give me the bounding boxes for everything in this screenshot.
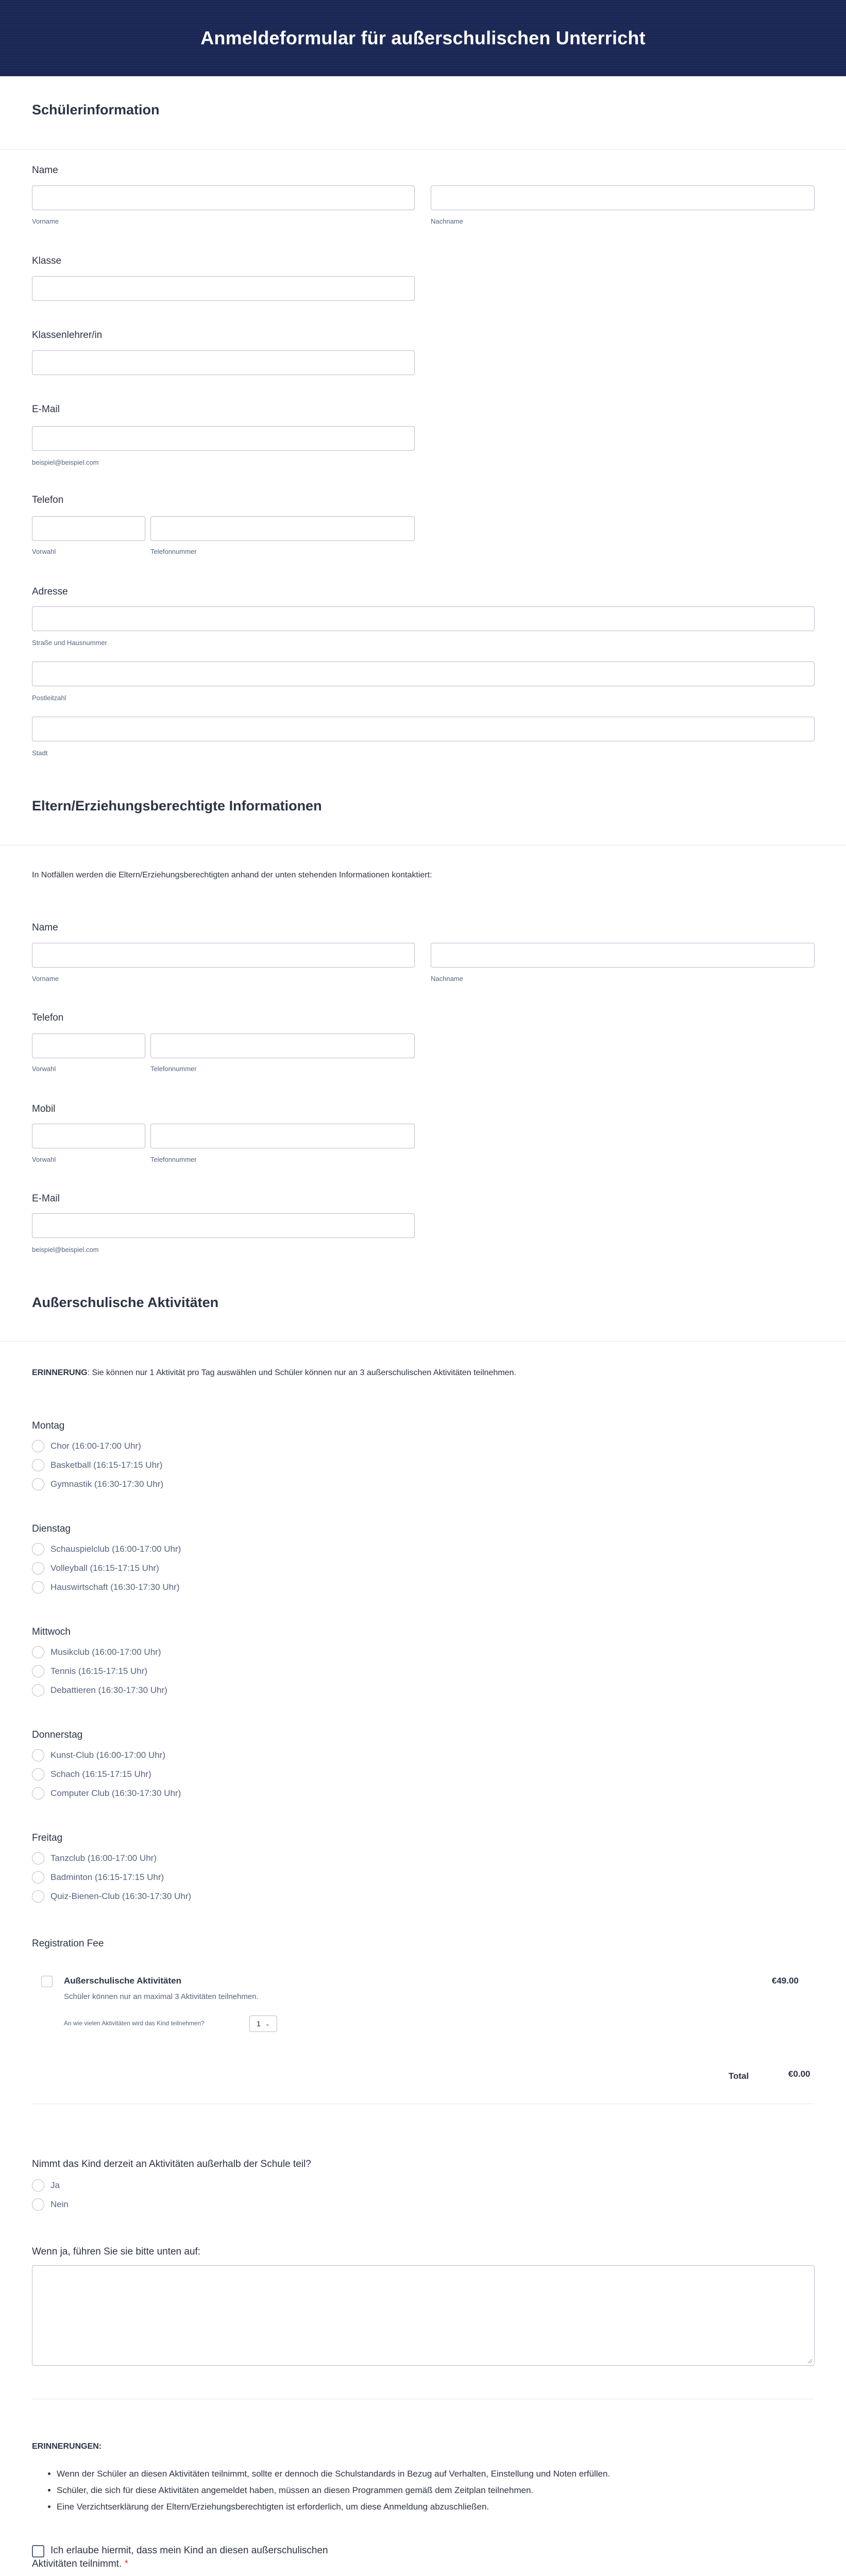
- parent-phone-area-input[interactable]: [32, 1033, 145, 1058]
- radio-freitag-3[interactable]: [32, 1890, 44, 1903]
- parent-mobile-number-input[interactable]: [150, 1124, 415, 1148]
- radio-donnerstag-1[interactable]: [32, 1749, 44, 1761]
- consent-checkbox[interactable]: [32, 2545, 44, 2557]
- consent-line-2: Aktivitäten teilnimmt.: [32, 2558, 122, 2569]
- radio-dienstag-2[interactable]: [32, 1562, 44, 1574]
- class-label: Klasse: [32, 256, 62, 266]
- day-label-freitag: Freitag: [32, 1833, 63, 1843]
- product-name: Außerschulische Aktivitäten: [64, 1976, 181, 1986]
- parent-last-name-input[interactable]: [431, 943, 815, 968]
- student-email-sublabel: beispiel@beispiel.com: [32, 459, 99, 466]
- radio-montag-2[interactable]: [32, 1459, 44, 1471]
- radio-freitag-1[interactable]: [32, 1852, 44, 1865]
- teacher-label: Klassenlehrer/in: [32, 330, 103, 341]
- teacher-input[interactable]: [32, 350, 415, 375]
- reminders-title: ERINNERUNGEN:: [32, 2442, 102, 2451]
- parent-last-name-sublabel: Nachname: [431, 975, 463, 982]
- quantity-value: 1: [256, 2019, 261, 2028]
- parent-section-title: Eltern/Erziehungsberechtigte Informationen: [32, 798, 322, 814]
- parent-phone-label: Telefon: [32, 1012, 64, 1023]
- option-freitag-3[interactable]: Quiz-Bienen-Club (16:30-17:30 Uhr): [50, 1891, 192, 1901]
- reminder-item: • Eine Verzichtserklärung der Eltern/Erziehungsberechtigten ist erforderlich, um diese Anmeldung abzuschließen.: [57, 2499, 610, 2515]
- option-dienstag-3[interactable]: Hauswirtschaft (16:30-17:30 Uhr): [50, 1582, 180, 1592]
- option-donnerstag-1[interactable]: Kunst-Club (16:00-17:00 Uhr): [50, 1750, 166, 1760]
- reminders-list: [57, 2466, 610, 2515]
- quantity-question: An wie vielen Aktivitäten wird das Kind teilnehmen?: [64, 2020, 205, 2027]
- reminder-item: • Wenn der Schüler an diesen Aktivitäten teilnimmt, sollte er dennoch die Schulstandards in Bezug auf Verhalten, Einstellung und Noten erfüllen.: [57, 2466, 610, 2482]
- radio-montag-1[interactable]: [32, 1440, 44, 1452]
- day-label-dienstag: Dienstag: [32, 1523, 71, 1534]
- zip-input[interactable]: [32, 662, 815, 686]
- parent-first-name-input[interactable]: [32, 943, 415, 968]
- outside-list-label: Wenn ja, führen Sie sie bitte unten auf:: [32, 2246, 201, 2257]
- radio-ja[interactable]: [32, 2179, 44, 2192]
- street-sublabel: Straße und Hausnummer: [32, 639, 107, 647]
- student-email-input[interactable]: [32, 426, 415, 451]
- parent-phone-area-sublabel: Vorwahl: [32, 1065, 56, 1073]
- option-dienstag-1[interactable]: Schauspielclub (16:00-17:00 Uhr): [50, 1544, 181, 1554]
- radio-mittwoch-1[interactable]: [32, 1646, 44, 1658]
- parent-mobile-label: Mobil: [32, 1104, 56, 1114]
- parent-mobile-area-sublabel: Vorwahl: [32, 1156, 56, 1163]
- class-input[interactable]: [32, 276, 415, 301]
- radio-mittwoch-2[interactable]: [32, 1665, 44, 1677]
- student-phone-area-sublabel: Vorwahl: [32, 548, 56, 555]
- student-last-name-sublabel: Nachname: [431, 217, 463, 225]
- parent-first-name-sublabel: Vorname: [32, 975, 59, 982]
- student-phone-number-sublabel: Telefonnummer: [150, 548, 197, 555]
- activities-section-title: Außerschulische Aktivitäten: [32, 1295, 219, 1310]
- day-label-mittwoch: Mittwoch: [32, 1626, 71, 1637]
- student-section-title: Schülerinformation: [32, 102, 160, 117]
- address-label: Adresse: [32, 586, 68, 597]
- student-first-name-input[interactable]: [32, 185, 415, 210]
- radio-donnerstag-3[interactable]: [32, 1787, 44, 1800]
- student-name-label: Name: [32, 165, 58, 176]
- section-divider: [0, 149, 846, 150]
- total-value: €0.00: [788, 2069, 810, 2079]
- radio-freitag-2[interactable]: [32, 1871, 44, 1884]
- student-phone-label: Telefon: [32, 495, 64, 505]
- option-freitag-1[interactable]: Tanzclub (16:00-17:00 Uhr): [50, 1853, 157, 1863]
- option-montag-3[interactable]: Gymnastik (16:30-17:30 Uhr): [50, 1479, 164, 1489]
- student-phone-number-input[interactable]: [150, 516, 415, 541]
- option-mittwoch-1[interactable]: Musikclub (16:00-17:00 Uhr): [50, 1647, 161, 1657]
- city-sublabel: Stadt: [32, 749, 48, 757]
- option-mittwoch-3[interactable]: Debattieren (16:30-17:30 Uhr): [50, 1685, 167, 1695]
- product-description: Schüler können nur an maximal 3 Aktivitäten teilnehmen.: [64, 1992, 259, 2001]
- fee-label: Registration Fee: [32, 1938, 104, 1949]
- activities-reminder-bold: ERINNERUNG: [32, 1368, 88, 1377]
- parent-email-sublabel: beispiel@beispiel.com: [32, 1246, 99, 1253]
- chevron-down-icon: ⌄: [265, 2020, 270, 2027]
- parent-mobile-area-input[interactable]: [32, 1124, 145, 1148]
- option-dienstag-2[interactable]: Volleyball (16:15-17:15 Uhr): [50, 1563, 159, 1573]
- parent-name-label: Name: [32, 922, 58, 933]
- outside-activities-textarea[interactable]: [32, 2265, 815, 2366]
- radio-donnerstag-2[interactable]: [32, 1768, 44, 1781]
- required-marker: *: [124, 2558, 128, 2569]
- day-label-donnerstag: Donnerstag: [32, 1730, 83, 1740]
- student-first-name-sublabel: Vorname: [32, 217, 59, 225]
- option-mittwoch-2[interactable]: Tennis (16:15-17:15 Uhr): [50, 1666, 148, 1676]
- form-header: [0, 0, 846, 76]
- option-donnerstag-3[interactable]: Computer Club (16:30-17:30 Uhr): [50, 1788, 181, 1798]
- day-label-montag: Montag: [32, 1420, 65, 1431]
- parent-email-label: E-Mail: [32, 1193, 60, 1204]
- radio-montag-3[interactable]: [32, 1478, 44, 1490]
- outside-question: Nimmt das Kind derzeit an Aktivitäten außerhalb der Schule teil?: [32, 2159, 311, 2170]
- radio-nein[interactable]: [32, 2198, 44, 2211]
- zip-sublabel: Postleitzahl: [32, 694, 66, 702]
- product-price: €49.00: [772, 1976, 799, 1986]
- option-montag-1[interactable]: Chor (16:00-17:00 Uhr): [50, 1441, 141, 1451]
- total-label: Total: [729, 2071, 749, 2081]
- activities-reminder: [32, 1368, 516, 1378]
- option-donnerstag-2[interactable]: Schach (16:15-17:15 Uhr): [50, 1769, 151, 1779]
- option-ja[interactable]: Ja: [50, 2180, 60, 2190]
- radio-dienstag-1[interactable]: [32, 1543, 44, 1555]
- product-checkbox[interactable]: [41, 1976, 53, 1987]
- parent-mobile-number-sublabel: Telefonnummer: [150, 1156, 197, 1163]
- option-freitag-2[interactable]: Badminton (16:15-17:15 Uhr): [50, 1872, 164, 1882]
- city-input[interactable]: [32, 717, 815, 741]
- student-phone-area-input[interactable]: [32, 516, 145, 541]
- street-input[interactable]: [32, 606, 815, 631]
- reminder-item: • Schüler, die sich für diese Aktivitäten angemeldet haben, müssen an diesen Programmen gemäß dem Zeitplan teilnehmen.: [57, 2482, 610, 2499]
- form-title: Anmeldeformular für außerschulischen Unterricht: [200, 27, 646, 48]
- parent-email-input[interactable]: [32, 1213, 415, 1238]
- consent-line-2-wrap[interactable]: [32, 2558, 128, 2570]
- quantity-select[interactable]: [249, 2015, 277, 2032]
- activities-reminder-text: : Sie können nur 1 Aktivität pro Tag auswählen und Schüler können nur an 3 außerschulischen Aktivitäten teilnehmen.: [87, 1368, 516, 1377]
- parent-intro-text: In Notfällen werden die Eltern/Erziehungsberechtigten anhand der unten stehenden Informationen kontaktiert:: [32, 871, 432, 879]
- option-nein[interactable]: Nein: [50, 2199, 69, 2209]
- radio-dienstag-3[interactable]: [32, 1581, 44, 1594]
- consent-line-1[interactable]: Ich erlaube hiermit, dass mein Kind an diesen außerschulischen: [50, 2545, 328, 2556]
- student-email-label: E-Mail: [32, 404, 60, 415]
- option-montag-2[interactable]: Basketball (16:15-17:15 Uhr): [50, 1460, 163, 1470]
- radio-mittwoch-3[interactable]: [32, 1684, 44, 1697]
- section-divider: [0, 1341, 846, 1342]
- parent-phone-number-sublabel: Telefonnummer: [150, 1065, 197, 1073]
- parent-phone-number-input[interactable]: [150, 1033, 415, 1058]
- student-last-name-input[interactable]: [431, 185, 815, 210]
- resize-handle-icon[interactable]: [806, 2358, 813, 2364]
